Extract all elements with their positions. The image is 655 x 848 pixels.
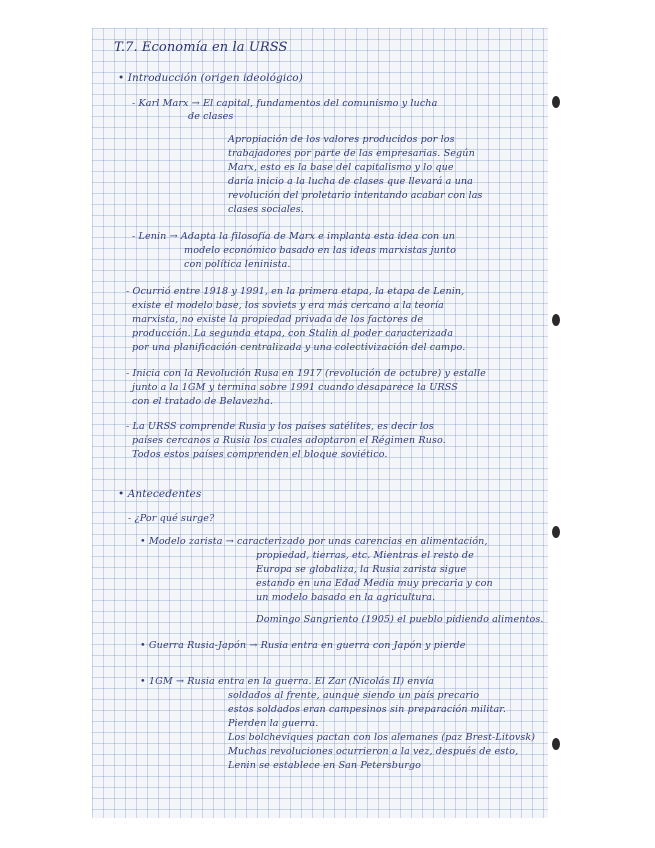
subheading: - ¿Por qué surge?: [128, 513, 215, 524]
note-line: daría inicio a la lucha de clases que llevará a una: [228, 176, 473, 187]
note-line: producción. La segunda etapa, con Stalin al poder caracterizada: [132, 328, 454, 339]
note-line: - Ocurrió entre 1918 y 1991, en la primera etapa, la etapa de Lenin,: [126, 286, 465, 297]
note-line: estando en una Edad Media muy precaria y con: [256, 578, 493, 589]
note-line: existe el modelo base, los soviets y era más cercano a la teoría: [132, 300, 444, 311]
note-line: de clases: [188, 111, 234, 122]
note-line: • Guerra Rusia-Japón → Rusia entra en guerra con Japón y pierde: [140, 640, 466, 651]
note-line: propiedad, tierras, etc. Mientras el resto de: [256, 550, 474, 561]
note-line: • 1GM → Rusia entra en la guerra. El Zar (Nicolás II) envía: [140, 676, 434, 687]
note-line: con el tratado de Belavezha.: [132, 396, 274, 407]
note-line: - La URSS comprende Rusia y los países satélites, es decir los: [126, 421, 434, 432]
note-line: marxista, no existe la propiedad privada de los factores de: [132, 314, 424, 325]
note-line: modelo económico basado en las ideas marxistas junto: [184, 245, 456, 256]
binder-hole: [552, 314, 560, 326]
note-line: revolución del proletario intentando acabar con las: [228, 190, 483, 201]
note-line: Marx, esto es la base del capitalismo y lo que: [228, 162, 454, 173]
note-line: Europa se globaliza, la Rusia zarista sigue: [256, 564, 467, 575]
note-line: trabajadores por parte de las empresarias. Según: [228, 148, 475, 159]
note-line: - Karl Marx → El capital, fundamentos del comunismo y lucha: [132, 98, 438, 109]
note-line: soldados al frente, aunque siendo un país precario: [228, 690, 480, 701]
binder-hole: [552, 96, 560, 108]
note-line: clases sociales.: [228, 204, 304, 215]
note-line: Domingo Sangriento (1905) el pueblo pidiendo alimentos.: [256, 614, 544, 625]
binder-hole: [552, 738, 560, 750]
section-heading: • Antecedentes: [118, 488, 202, 500]
note-line: con política leninista.: [184, 259, 291, 270]
note-line: países cercanos a Rusia los cuales adoptaron el Régimen Ruso.: [132, 435, 446, 446]
note-line: Los bolcheviques pactan con los alemanes (paz Brest-Litovsk): [228, 732, 536, 743]
note-line: Apropiación de los valores producidos por los: [228, 134, 455, 145]
note-line: junto a la 1GM y termina sobre 1991 cuando desaparece la URSS: [132, 382, 458, 393]
page-title: T.7. Economía en la URSS: [114, 40, 288, 55]
note-line: estos soldados eran campesinos sin preparación militar.: [228, 704, 507, 715]
note-line: - Lenin → Adapta la filosofía de Marx e implanta esta idea con un: [132, 231, 456, 242]
note-line: por una planificación centralizada y una colectivización del campo.: [132, 342, 466, 353]
note-line: • Modelo zarista → caracterizado por unas carencias en alimentación,: [140, 536, 488, 547]
note-line: un modelo basado en la agricultura.: [256, 592, 436, 603]
note-line: - Inicia con la Revolución Rusa en 1917 (revolución de octubre) y estalle: [126, 368, 486, 379]
section-heading: • Introducción (origen ideológico): [118, 72, 303, 84]
note-line: Lenin se establece en San Petersburgo: [228, 760, 422, 771]
note-line: Pierden la guerra.: [228, 718, 319, 729]
binder-hole: [552, 526, 560, 538]
note-line: Todos estos países comprenden el bloque soviético.: [132, 449, 388, 460]
note-line: Muchas revoluciones ocurrieron a la vez, después de esto,: [228, 746, 519, 757]
